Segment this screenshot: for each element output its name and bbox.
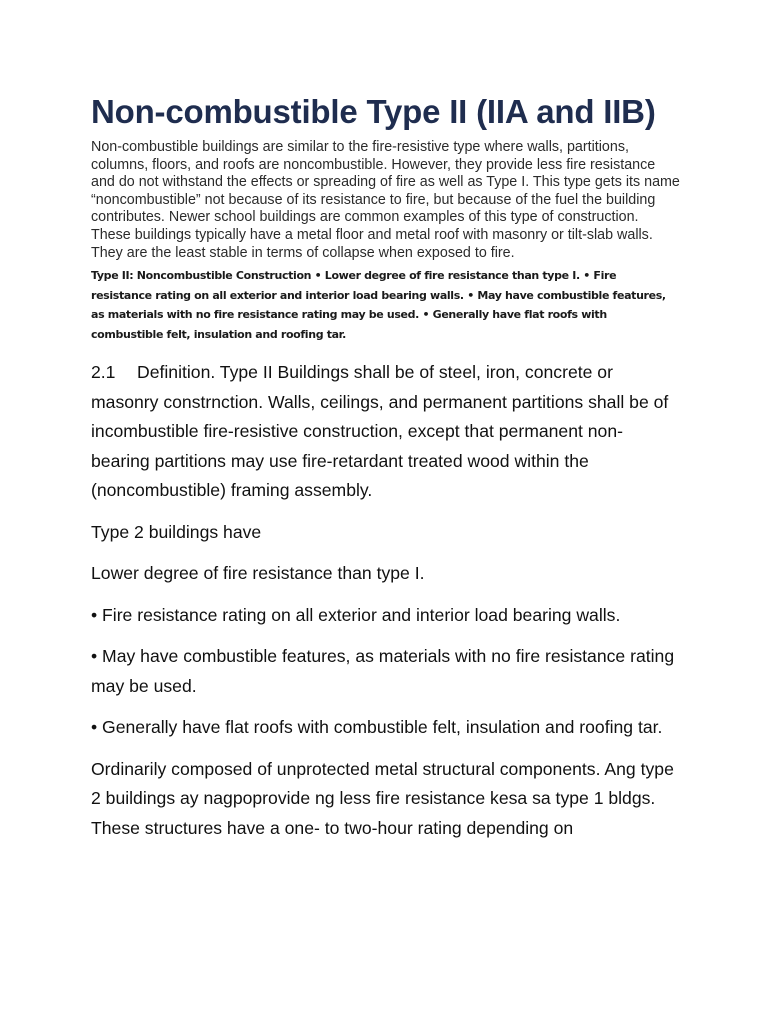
- section-number: 2.1: [91, 362, 116, 383]
- bullet-fire-rating: • Fire resistance rating on all exterior and interior load bearing walls.: [91, 604, 621, 625]
- definition-text: Definition. Type II Buildings shall be of steel, iron, concrete or masonry constrnction. Walls, ceilings, and permanent partitions shall be of incombustible fire-resistive construction, except that permanent non-bearing partitions may use fire-retardant treated wood within the (noncombustible) framing assembly.: [91, 362, 669, 501]
- definition-paragraph: [91, 358, 681, 506]
- intro-paragraph: Non-combustible buildings are similar to the fire-resistive type where walls, partitions, columns, floors, and roofs are noncombustible. However, they provide less fire resistance and do not withstand the effects or spreading of fire as well as Type I. This type gets its name “noncombustible” not because of its resistance to fire, but because of the fuel the building contributes. Newer school buildings are common examples of this type of construction. These buildings typically have a metal floor and metal roof with masonry or tilt-slab walls. They are the least stable in terms of collapse when exposed to fire.: [91, 139, 680, 261]
- paragraph-type2-intro: Type 2 buildings have: [91, 521, 262, 542]
- type-ii-summary: Type II: Noncombustible Construction • Lower degree of fire resistance than type I. • Fire resistance rating on all exterior and interior load bearing walls. • May have combustible features, as materials with no fire resistance rating may be used. • Generally have flat roofs with combustible felt, insulation and roofing tar.: [91, 269, 666, 341]
- bullet-combustible-features: • May have combustible features, as materials with no fire resistance rating may be used.: [91, 646, 675, 696]
- bullet-flat-roofs: • Generally have flat roofs with combustible felt, insulation and roofing tar.: [91, 717, 663, 738]
- paragraph-composition: Ordinarily composed of unprotected metal structural components. Ang type 2 buildings ay nagpoprovide ng less fire resistance kesa sa type 1 bldgs. These structures have a one- to two-hour rating depending on: [91, 758, 674, 838]
- document-content: [91, 93, 681, 843]
- page-title: Non-combustible Type II (IIA and IIB): [91, 93, 656, 130]
- paragraph-lower-degree: Lower degree of fire resistance than type I.: [91, 563, 425, 584]
